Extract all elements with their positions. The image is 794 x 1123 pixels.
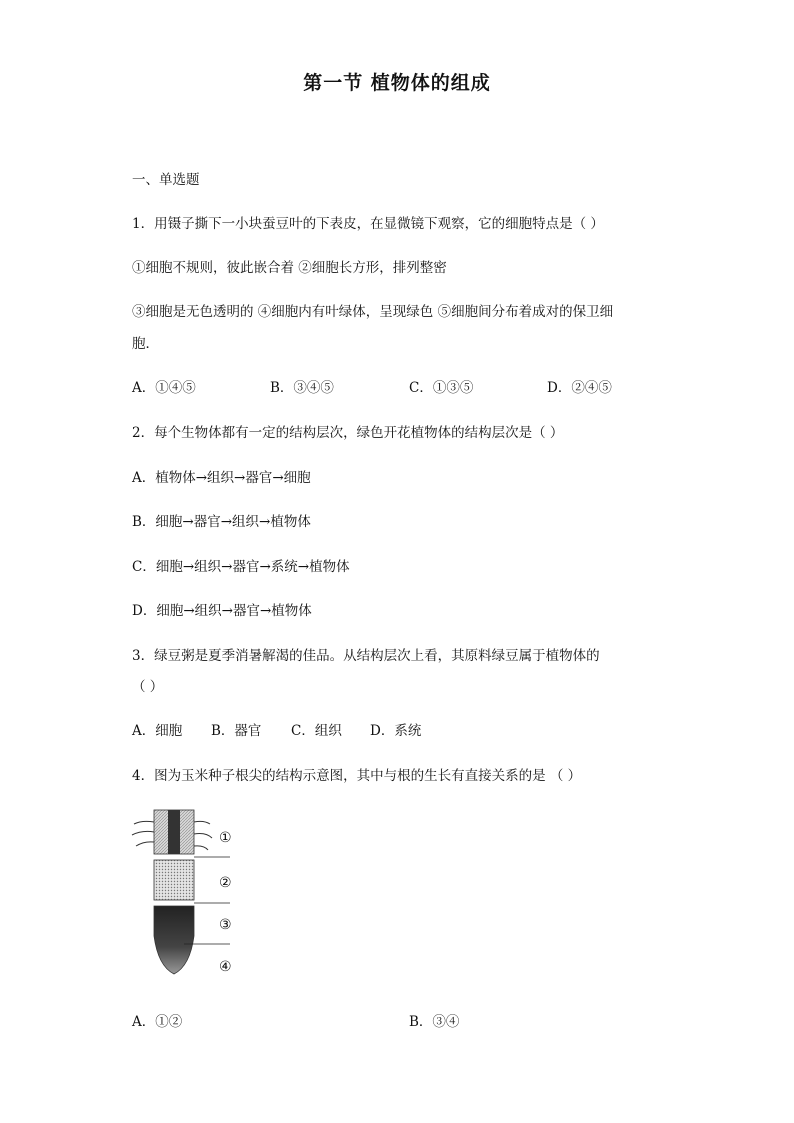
diagram-label-4: ④: [219, 959, 232, 975]
diagram-label-2: ②: [219, 875, 232, 891]
diagram-label-3: ③: [219, 917, 232, 933]
question-2-stem: 2．每个生物体都有一定的结构层次，绿色开花植物体的结构层次是（ ）: [132, 425, 564, 441]
question-1-option-a: A．①④⑤: [132, 380, 196, 396]
elongation-zone: [154, 860, 194, 900]
question-1-option-d: D．②④⑤: [547, 380, 612, 396]
root-hair-zone: [132, 810, 212, 854]
question-1-stem: 1．用镊子撕下一小块蚕豆叶的下表皮，在显微镜下观察，它的细胞特点是（ ）: [132, 216, 604, 232]
question-2-option-b: B．细胞→器官→组织→植物体: [132, 514, 311, 530]
question-3-stem-continuation: （ ）: [132, 679, 164, 695]
question-2-option-a: A．植物体→组织→器官→细胞: [132, 470, 311, 486]
question-2-option-c: C．细胞→组织→器官→系统→植物体: [132, 559, 350, 575]
root-cap-zone: [154, 906, 194, 974]
question-4-option-a: A．①②: [132, 1014, 183, 1030]
question-1-statement-line: ③细胞是无色透明的 ④细胞内有叶绿体，呈现绿色 ⑤细胞间分布着成对的保卫细: [132, 304, 614, 320]
question-1-option-c: C．①③⑤: [409, 380, 474, 396]
question-3-option-b: B．器官: [211, 723, 262, 739]
question-3-stem: 3．绿豆粥是夏季消暑解渴的佳品。从结构层次上看，其原料绿豆属于植物体的: [132, 648, 600, 664]
document-title: 第一节 植物体的组成: [303, 72, 491, 94]
question-4-option-b: B．③④: [409, 1014, 460, 1030]
section-heading: 一、单选题: [132, 172, 200, 188]
root-tip-diagram: [128, 808, 248, 980]
question-4-stem: 4．图为玉米种子根尖的结构示意图，其中与根的生长有直接关系的是 （ ）: [132, 768, 582, 784]
diagram-label-1: ①: [219, 830, 232, 846]
question-3-option-c: C．组织: [291, 723, 342, 739]
question-1-option-b: B．③④⑤: [270, 380, 334, 396]
question-1-statement-line: ①细胞不规则，彼此嵌合着 ②细胞长方形，排列整密: [132, 260, 447, 276]
question-3-option-d: D．系统: [370, 723, 422, 739]
question-3-option-a: A．细胞: [132, 723, 183, 739]
question-2-option-d: D．细胞→组织→器官→植物体: [132, 603, 312, 619]
question-1-statement-line: 胞．: [132, 336, 159, 352]
